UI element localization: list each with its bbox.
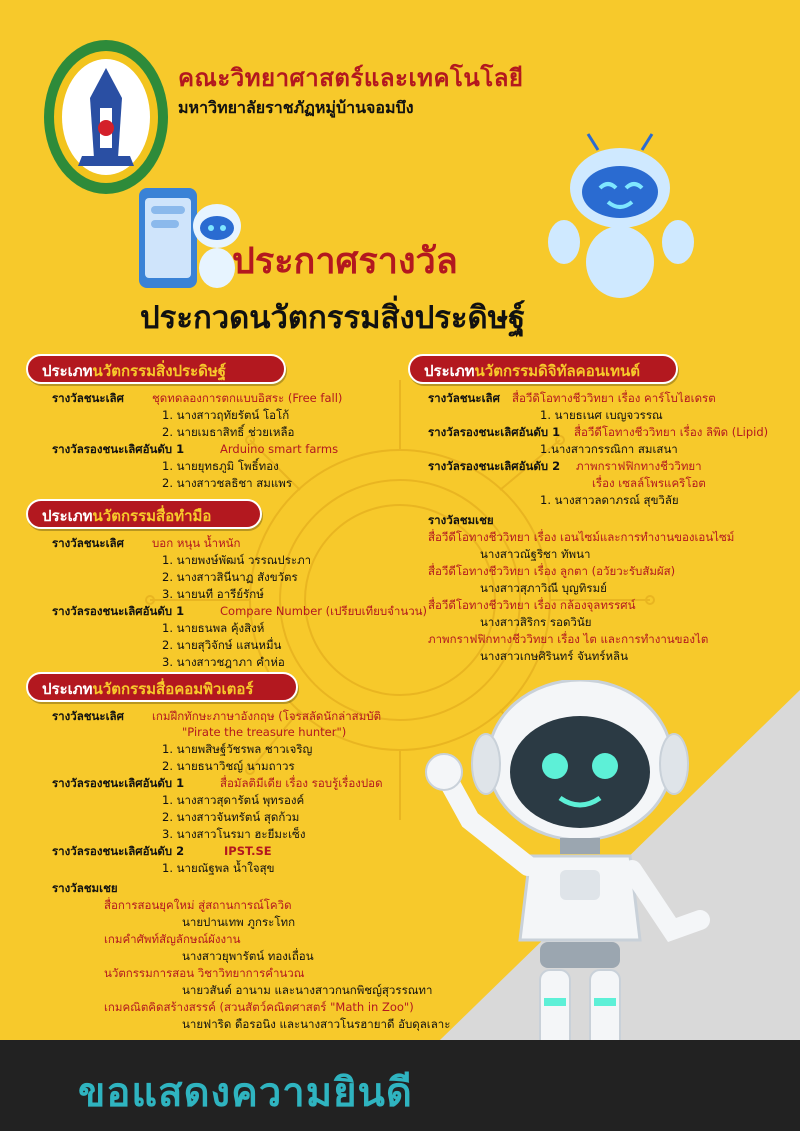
member-name: 1. นายยุทธภูมิ โพธิ์ทอง — [162, 459, 279, 473]
university-name: มหาวิทยาลัยราชภัฏหมู่บ้านจอมบึง — [178, 98, 414, 117]
section-prefix: ประเภท — [42, 680, 93, 698]
award-label: รางวัลชนะเลิศ — [428, 391, 500, 405]
member-name: 2. นางสาวชลธิชา สมแพร — [162, 476, 293, 490]
project-title: เรื่อง เซลล์โพรแคริโอต — [592, 476, 706, 490]
member-name: นายวสันต์ อานาม และนางสาวกนกพิชญ์สุวรรณทา — [182, 983, 433, 997]
section-prefix: ประเภท — [424, 362, 475, 380]
member-name: 1. นายธนพล คุ้งสิงห์ — [162, 621, 265, 635]
section-prefix: ประเภท — [42, 362, 93, 380]
section-prefix: ประเภท — [42, 507, 93, 525]
member-name: นางสาวยุพารัตน์ ทองเถื่อน — [182, 949, 314, 963]
member-name: 1.นางสาวกรรณิกา สมเสนา — [540, 442, 678, 456]
member-name: 2. นายธนาวิชญ์ นามถาวร — [162, 759, 295, 773]
award-label: รางวัลรองชนะเลิศอันดับ 1 — [52, 776, 185, 790]
university-logo — [42, 38, 170, 196]
member-name: นางสาวสิริกร รอดวินัย — [480, 615, 592, 629]
award-label: รางวัลชมเชย — [428, 513, 494, 527]
congratulations-text: ขอแสดงความยินดี — [78, 1070, 413, 1116]
section-highlight: นวัตกรรมสื่อทำมือ — [92, 507, 212, 525]
project-title: สื่อวีดีโอทางชีววิทยา เรื่อง เอนไซม์และการทำงานของเอนไซม์ — [428, 530, 735, 544]
award-label: รางวัลชนะเลิศ — [52, 391, 124, 405]
robot-mascot-illustration — [410, 680, 740, 1080]
happy-robot-illustration — [538, 132, 703, 302]
section-highlight: นวัตกรรมดิจิทัลคอนเทนต์ — [474, 362, 640, 380]
member-name: 3. นางสาวโนรมา ฮะยีมะเซ็ง — [162, 827, 306, 841]
announcement-subtitle: ประกวดนวัตกรรมสิ่งประดิษฐ์ — [140, 300, 526, 336]
section-heading-invention — [26, 354, 286, 384]
project-title: "Pirate the treasure hunter") — [182, 725, 347, 739]
award-label: รางวัลรองชนะเลิศอันดับ 1 — [52, 442, 185, 456]
member-name: นายฟาริด ดือรอนิง และนางสาวโนรฮายาดี อับดุลเลาะ — [182, 1017, 451, 1031]
member-name: 1. นายณัฐพล น้ำใจสุข — [162, 861, 275, 875]
member-name: 2. นายสุวิจักษ์ แสนหมื่น — [162, 638, 282, 652]
member-name: 3. นายนที อารีย์รักษ์ — [162, 587, 264, 601]
section-heading-digital — [408, 354, 678, 384]
award-label: รางวัลชนะเลิศ — [52, 536, 124, 550]
section-heading-computer — [26, 672, 298, 702]
award-label: รางวัลชมเชย — [52, 881, 118, 895]
project-title: สื่อวีดีโอทางชีววิทยา เรื่อง ลิพิด (Lipid) — [574, 425, 769, 439]
member-name: 1. นายพสิษฐ์วัชรพล ชาวเจริญ — [162, 742, 313, 756]
section-highlight: นวัตกรรมสิ่งประดิษฐ์ — [92, 362, 227, 380]
award-label: รางวัลรองชนะเลิศอันดับ 2 — [52, 844, 185, 858]
project-title: นวัตกรรมการสอน วิชาวิทยาการคำนวณ — [104, 966, 305, 980]
project-title: ภาพกราฟฟิกทางชีววิทยา — [576, 459, 702, 473]
project-title: ภาพกราฟฟิกทางชีววิทยา เรื่อง ไต และการทำงานของไต — [428, 632, 709, 646]
award-label: รางวัลรองชนะเลิศอันดับ 1 — [428, 425, 561, 439]
member-name: 1. นางสาวสุดารัตน์ พุทรองค์ — [162, 793, 305, 807]
project-title: เกมคำศัพท์สัญลักษณ์ผังงาน — [104, 932, 241, 946]
member-name: 2. นางสาวจันทรัตน์ สุดก้วม — [162, 810, 300, 824]
member-name: 2. นายเมธาสิทธิ์ ช่วยเหลือ — [162, 425, 295, 439]
section-heading-media-tool — [26, 499, 262, 529]
project-title: Compare Number (เปรียบเทียบจำนวน) — [220, 604, 428, 618]
project-title: IPST.SE — [224, 844, 272, 858]
member-name: นางสาวสุภาวิณี บุญทิรมย์ — [480, 581, 607, 595]
member-name: 2. นางสาวสินีนาฏ สังขวัตร — [162, 570, 298, 584]
project-title: สื่อการสอนยุคใหม่ สู่สถานการณ์โควิด — [104, 898, 292, 912]
member-name: นางสาวณัฐริชา ทัพนา — [480, 547, 591, 561]
member-name: 1. นางสาวลดาภรณ์ สุขวิลัย — [540, 493, 679, 507]
award-label: รางวัลรองชนะเลิศอันดับ 1 — [52, 604, 185, 618]
project-title: สื่อวีดีโอทางชีววิทยา เรื่อง ลูกตา (อวัยวะรับสัมผัส) — [428, 564, 676, 578]
member-name: 1. นายธเนศ เบญจวรรณ — [540, 408, 663, 422]
project-title: ชุดทดลองการตกแบบอิสระ (Free fall) — [152, 391, 343, 405]
member-name: นางสาวเกษศิรินทร์ จันทร์หลิน — [480, 649, 628, 663]
project-title: สื่อวีดีโอทางชีววิทยา เรื่อง กล้องจุลทรรศน์ — [428, 598, 636, 612]
project-title: Arduino smart farms — [220, 442, 339, 456]
award-label: รางวัลชนะเลิศ — [52, 709, 124, 723]
project-title: เกมฝึกทักษะภาษาอังกฤษ (โจรสลัดนักล่าสมบัติ — [152, 709, 382, 723]
project-title: สื่อมัลติมีเดีย เรื่อง รอบรู้เรื่องปอด — [220, 776, 383, 790]
section-highlight: นวัตกรรมสื่อคอมพิวเตอร์ — [92, 680, 254, 698]
member-name: 3. นางสาวชฎาภา คำห่อ — [162, 655, 285, 669]
project-title: บอก หนุน น้ำหนัก — [152, 536, 241, 550]
announcement-title: ประกาศรางวัล — [232, 241, 458, 282]
member-name: นายปานเทพ ภูกระโทก — [182, 915, 296, 929]
faculty-title: คณะวิทยาศาสตร์และเทคโนโลยี — [178, 64, 524, 92]
award-label: รางวัลรองชนะเลิศอันดับ 2 — [428, 459, 561, 473]
member-name: 1. นางสาวฤทัยรัตน์ โอโก้ — [162, 408, 290, 422]
project-title: เกมคณิตคิดสร้างสรรค์ (สวนสัตว์คณิตศาสตร์ "Math in Zoo") — [104, 1000, 414, 1014]
member-name: 1. นายพงษ์พัฒน์ วรรณประภา — [162, 553, 312, 567]
project-title: สื่อวีดิโอทางชีววิทยา เรื่อง คาร์โบไฮเดรต — [512, 391, 716, 405]
